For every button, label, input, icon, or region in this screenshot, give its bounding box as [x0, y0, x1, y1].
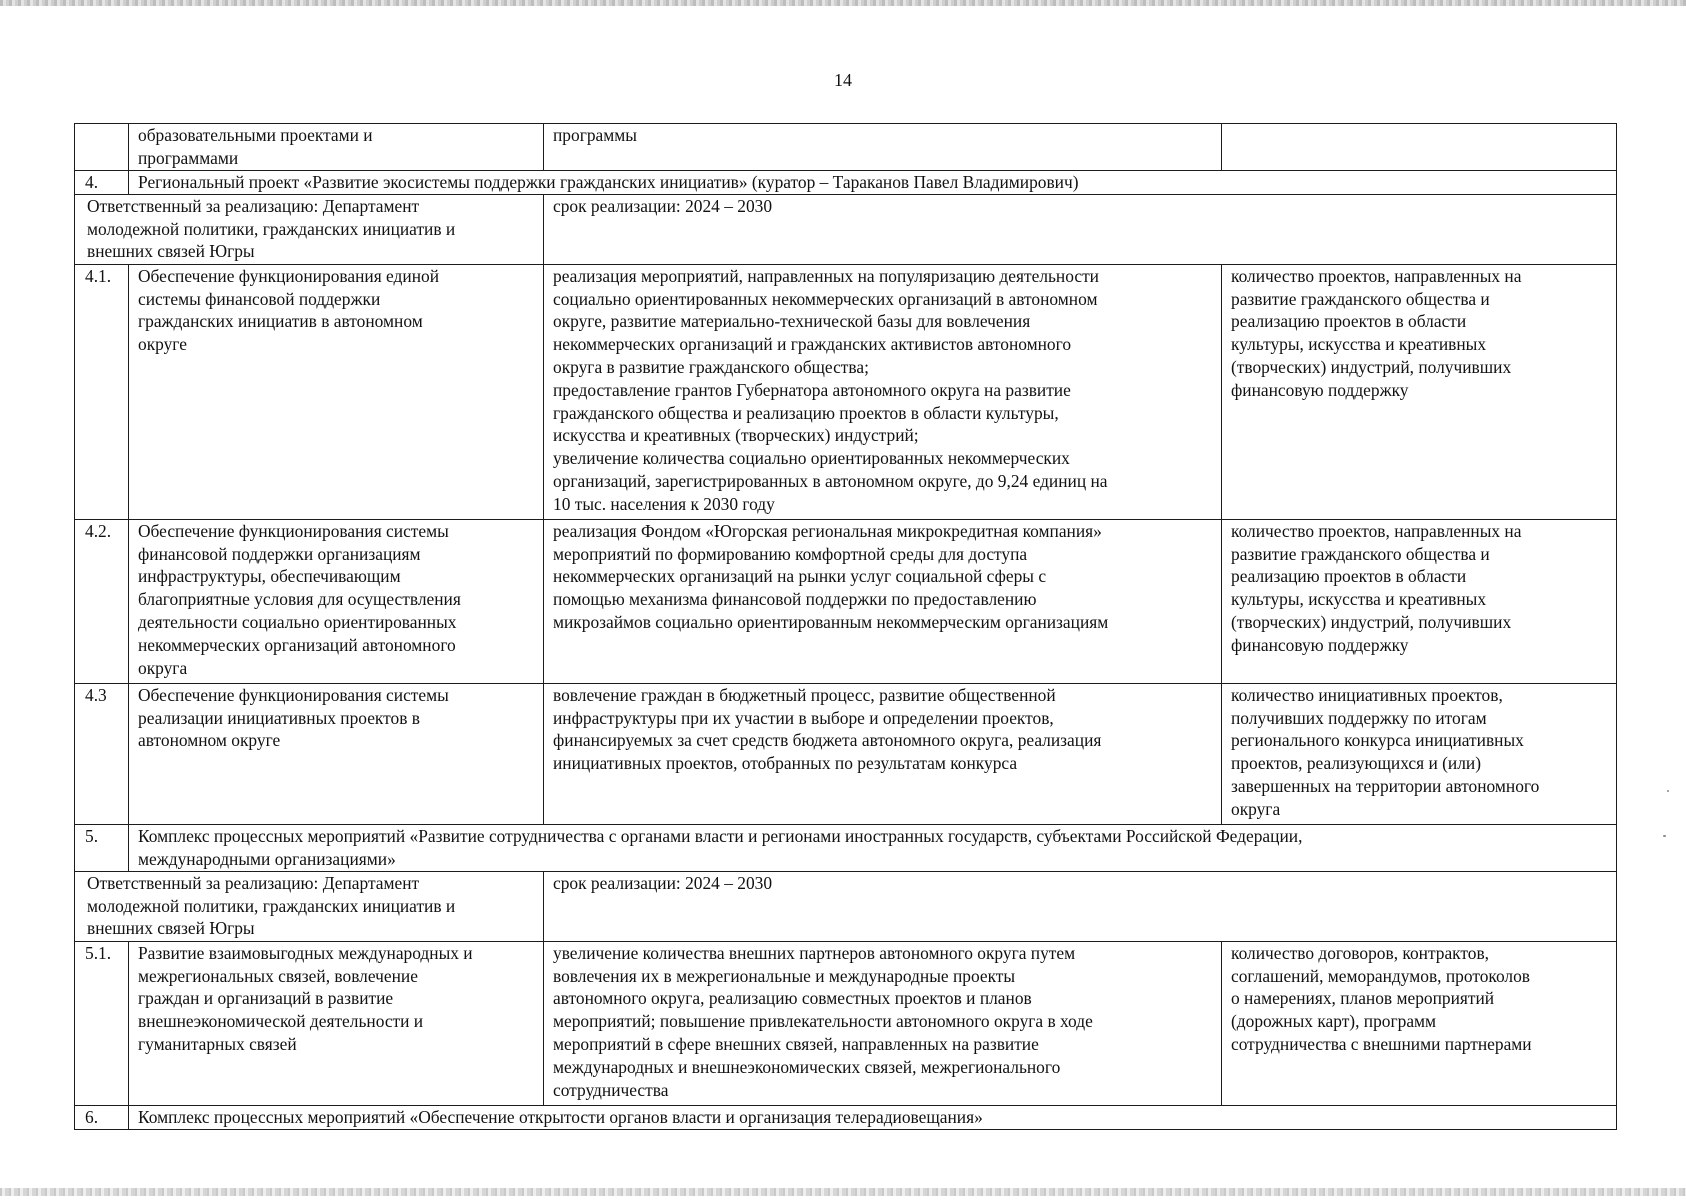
task-title-cell: Обеспечение функционирования системы финансовой поддержки организациям инфраструктуры, обеспечивающим благоприятные условия для осуществления деятельности социально ориентированных некоммерческих организаций автономного округа	[129, 519, 544, 683]
period-cell: срок реализации: 2024 – 2030	[544, 194, 1617, 264]
scan-edge-top	[0, 0, 1686, 6]
indicator-cell: количество проектов, направленных на развитие гражданского общества и реализацию проектов в области культуры, искусства и креативных (творческих) индустрий, получивших финансовую поддержку	[1222, 264, 1617, 519]
table-row	[75, 941, 1617, 1105]
table-row	[75, 124, 1617, 171]
section-header-row	[75, 171, 1617, 195]
row-number-cell: 4.1.	[75, 264, 129, 519]
task-description-cell: вовлечение граждан в бюджетный процесс, развитие общественной инфраструктуры при их участии в выборе и определении проектов, финансируемых за счет средств бюджета автономного округа, реализация инициативных проектов, отобранных по результатам конкурса	[544, 683, 1222, 824]
row-number-cell	[75, 124, 129, 171]
scan-edge-bottom	[0, 1188, 1686, 1196]
row-number-cell: 5.1.	[75, 941, 129, 1105]
indicator-cell: количество договоров, контрактов, соглашений, меморандумов, протоколов о намерениях, планов мероприятий (дорожных карт), программ сотрудничества с внешними партнерами	[1222, 941, 1617, 1105]
page-number: 14	[834, 70, 852, 90]
indicator-cell	[1222, 124, 1617, 171]
section-title: Комплекс процессных мероприятий «Развитие сотрудничества с органами власти и регионами иностранных государств, субъектами Российской Федерации, международными организациями»	[129, 824, 1617, 871]
table-row	[75, 683, 1617, 824]
task-title-cell: Обеспечение функционирования системы реализации инициативных проектов в автономном округе	[129, 683, 544, 824]
section-number: 5.	[75, 824, 129, 871]
task-description-cell: увеличение количества внешних партнеров автономного округа путем вовлечения их в межрегиональные и международные проекты автономного округа, реализацию совместных проектов и планов мероприятий; повышение привлекательности автономного округа в ходе мероприятий в сфере внешних связей, направленных на развитие международных и внешнеэкономических связей, межрегионального сотрудничества	[544, 941, 1222, 1105]
section-number: 6.	[75, 1105, 129, 1129]
task-title-cell: Развитие взаимовыгодных международных и межрегиональных связей, вовлечение граждан и организаций в развитие внешнеэкономической деятельности и гуманитарных связей	[129, 941, 544, 1105]
program-structure-table	[74, 123, 1617, 1130]
task-description-cell: реализация Фондом «Югорская региональная микрокредитная компания» мероприятий по формированию комфортной среды для доступа некоммерческих организаций на рынки услуг социальной сферы с помощью механизма финансовой поддержки по предоставлению микрозаймов социально ориентированным некоммерческим организациям	[544, 519, 1222, 683]
responsible-row	[75, 194, 1617, 264]
section-number: 4.	[75, 171, 129, 195]
section-header-row	[75, 1105, 1617, 1129]
indicator-cell: количество инициативных проектов, получивших поддержку по итогам регионального конкурса инициативных проектов, реализующихся и (или) завершенных на территории автономного округа	[1222, 683, 1617, 824]
row-number-cell: 4.3	[75, 683, 129, 824]
table-row	[75, 264, 1617, 519]
section-title: Региональный проект «Развитие экосистемы поддержки гражданских инициатив» (куратор – Тараканов Павел Владимирович)	[129, 171, 1617, 195]
scan-speck	[1663, 835, 1666, 837]
section-title: Комплекс процессных мероприятий «Обеспечение открытости органов власти и организация телерадиовещания»	[129, 1105, 1617, 1129]
task-title-cell: Обеспечение функционирования единой системы финансовой поддержки гражданских инициатив в автономном округе	[129, 264, 544, 519]
indicator-cell: количество проектов, направленных на развитие гражданского общества и реализацию проектов в области культуры, искусства и креативных (творческих) индустрий, получивших финансовую поддержку	[1222, 519, 1617, 683]
scan-speck	[1667, 790, 1669, 792]
responsible-cell: Ответственный за реализацию: Департамент молодежной политики, гражданских инициатив и внешних связей Югры	[75, 194, 544, 264]
responsible-row	[75, 871, 1617, 941]
section-header-row	[75, 824, 1617, 871]
row-number-cell: 4.2.	[75, 519, 129, 683]
task-description-cell: реализация мероприятий, направленных на популяризацию деятельности социально ориентированных некоммерческих организаций в автономном округе, развитие материально-технической базы для вовлечения некоммерческих организаций и гражданских активистов автономного округа в развитие гражданского общества; предоставление грантов Губернатора автономного округа на развитие гражданского общества и реализацию проектов в области культуры, искусства и креативных (творческих) индустрий; увеличение количества социально ориентированных некоммерческих организаций, зарегистрированных в автономном округе, до 9,24 единиц на 10 тыс. населения к 2030 году	[544, 264, 1222, 519]
period-cell: срок реализации: 2024 – 2030	[544, 871, 1617, 941]
table-row	[75, 519, 1617, 683]
task-description-cell: программы	[544, 124, 1222, 171]
task-title-cell: образовательными проектами и программами	[129, 124, 544, 171]
responsible-cell: Ответственный за реализацию: Департамент молодежной политики, гражданских инициатив и внешних связей Югры	[75, 871, 544, 941]
